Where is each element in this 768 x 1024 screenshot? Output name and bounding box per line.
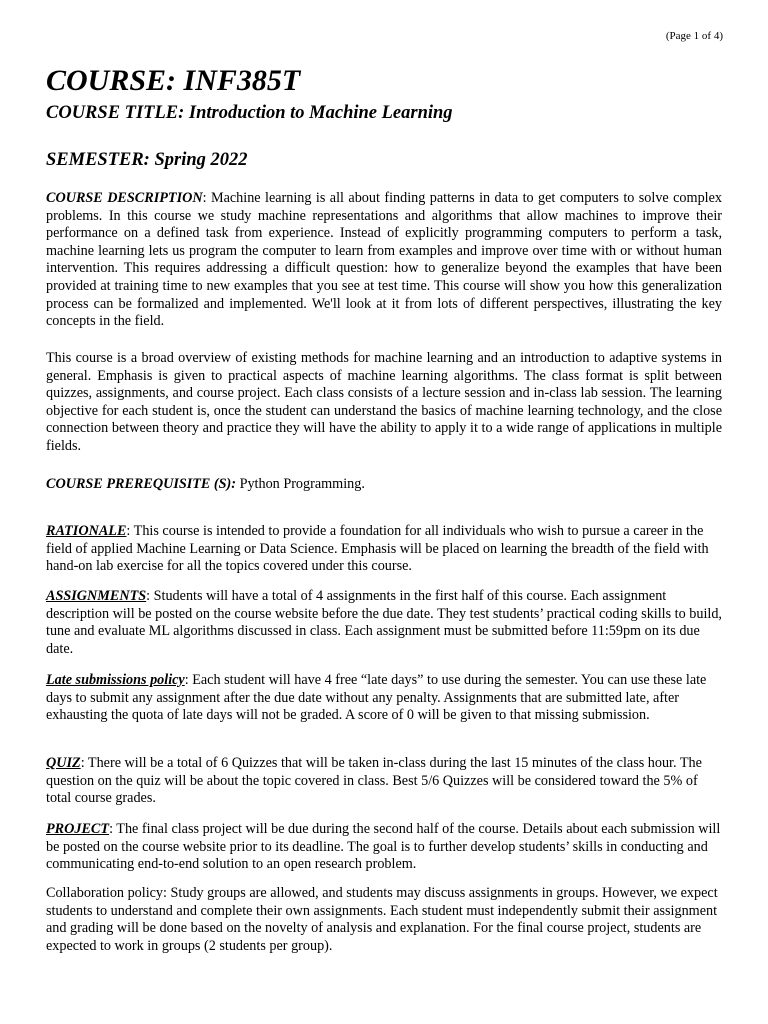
page-number: (Page 1 of 4) [665,30,723,42]
course-code-heading: COURSE: INF385T [46,64,301,97]
semester-heading: SEMESTER: Spring 2022 [46,150,248,170]
collaboration-paragraph: Collaboration policy: Study groups are allowed, and students may discuss assignments in groups. However, we expect students to understand and complete their own assignments. Each student must independently submit their assignment and grading will be done based on the novelty of analysis and explanation. For the final course project, students are expected to work in groups (2 students per group). [46,885,718,954]
course-description-section [46,190,722,331]
quiz-section [46,755,722,808]
project-paragraph [46,821,722,874]
rationale-paragraph [46,523,722,576]
assignments-paragraph [46,588,722,658]
course-title-heading: COURSE TITLE: Introduction to Machine Learning [46,103,453,123]
course-description-label: COURSE DESCRIPTION [46,190,203,206]
late-policy-text: : Each student will have 4 free “late days” to use during the semester. You can use these late days to submit any assignment after the due date without any penalty. Assignments that are submitted late, after exhausting the quota of late days will not be graded. A score of 0 will be given to that missing submission. [46,672,707,724]
quiz-label: QUIZ [46,755,81,771]
quiz-text: : There will be a total of 6 Quizzes that will be taken in-class during the last 15 minutes of the class hour. The question on the quiz will be about the topic covered in class. Best 5/6 Quizzes will be considered toward the 5% of total course grades. [46,755,702,807]
late-policy-paragraph [46,672,722,725]
late-policy-label: Late submissions policy [46,672,185,688]
collaboration-section [46,885,722,955]
late-policy-section [46,672,722,725]
assignments-label: ASSIGNMENTS [46,588,147,604]
prerequisite-paragraph [46,476,722,494]
project-label: PROJECT [46,821,110,837]
rationale-text: : This course is intended to provide a foundation for all individuals who wish to pursue a career in the field of applied Machine Learning or Data Science. Emphasis will be placed on learning the breadth of the field with hand-on lab exercise for all the topics covered under this course. [46,523,709,575]
course-description-text: : Machine learning is all about finding patterns in data to get computers to solve complex problems. In this course we study machine representations and algorithms that allow machines to improve their performance on a defined task from experience. Instead of explicitly programming computers to perform a task, machine learning lets us program the computer to learn from examples and improve over time with or without human intervention. This requires addressing a difficult question: how to generalize beyond the examples that have been provided at training time to new examples that you see at test time. This course will show you how this generalization process can be formalized and implemented. We'll look at it from lots of different perspectives, illustrating the key concepts in the field. [46,190,722,330]
assignments-text: : Students will have a total of 4 assignments in the first half of this course. Each assignment description will be posted on the course website before the due date. They test students’ practical coding skills to build, tune and evaluate ML algorithms discussed in class. Each assignment must be submitted before 11:59pm on its due date. [46,588,722,657]
prerequisite-text: Python Programming. [236,476,365,492]
prerequisite-label: COURSE PREREQUISITE (S): [46,476,237,492]
rationale-section [46,523,722,576]
project-section [46,821,722,874]
project-text: : The final class project will be due during the second half of the course. Details about each submission will be posted on the course website prior to its deadline. The goal is to further develop students’ skills in conducting and communicating end-to-end solution to an open research problem. [46,821,721,873]
assignments-section [46,588,722,658]
quiz-paragraph [46,755,722,808]
course-overview-paragraph: This course is a broad overview of existing methods for machine learning and an introduction to adaptive systems in general. Emphasis is given to practical aspects of machine learning algorithms. The class format is split between quizzes, assignments, and course project. Each class consists of a lecture session and in-class lab session. The learning objective for each student is, once the student can understand the basics of machine learning technology, and the close connection between theory and practice they will have the ability to apply it to a wide range of applications in multiple fields. [46,350,722,454]
course-overview-section [46,350,722,456]
rationale-label: RATIONALE [46,523,127,539]
course-description-paragraph [46,190,722,331]
prerequisite-section [46,476,722,494]
